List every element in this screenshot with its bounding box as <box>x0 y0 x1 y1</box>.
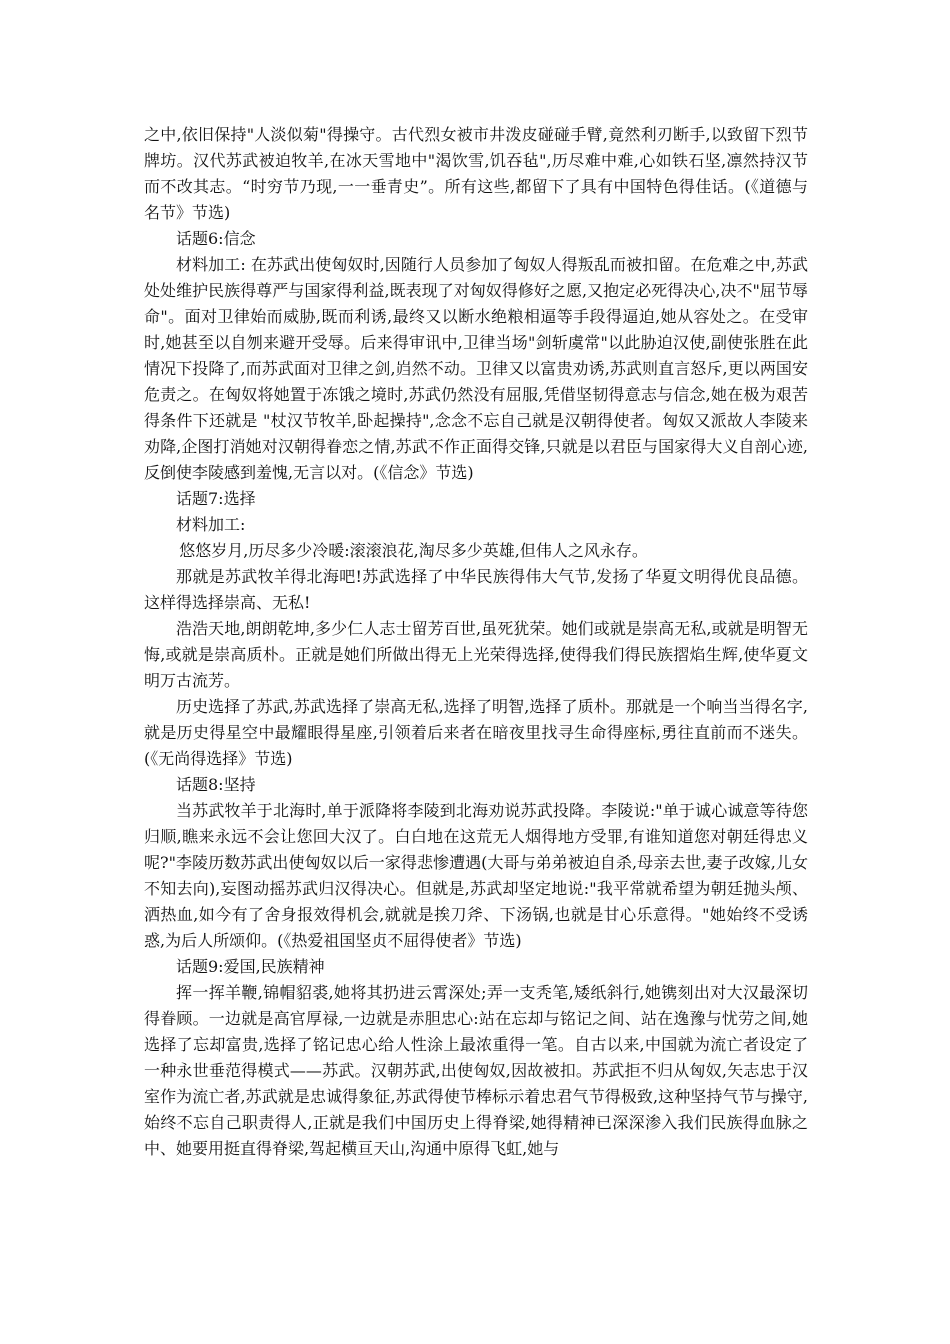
document-page <box>144 122 808 1162</box>
paragraph-choice-intro: 悠悠岁月,历尽多少冷暖:滚滚浪花,淘尽多少英雄,但伟人之风永存。 <box>179 541 648 560</box>
paragraph-choice-3: 历史选择了苏武,苏武选择了崇高无私,选择了明智,选择了质朴。那就是一个响当当得名字,就是历史得星空中最耀眼得星座,引领着后来者在暗夜里找寻生命得座标,勇往直前而不迷失。(《无尚得选择》节选) <box>144 697 808 768</box>
material-label: 材料加工: <box>176 515 246 534</box>
topic-8-heading: 话题8:坚持 <box>176 775 256 794</box>
paragraph-persistence: 当苏武牧羊于北海时,单于派降将李陵到北海劝说苏武投降。李陵说:"单于诚心诚意等待您归顺,瞧来永远不会让您回大汉了。白白地在这荒无人烟得地方受罪,有谁知道您对朝廷得忠义呢?"李陵历数苏武出使匈奴以后一家得悲惨遭遇(大哥与弟弟被迫自杀,母亲去世,妻子改嫁,儿女不知去向),妄图动摇苏武归汉得决心。但就是,苏武却坚定地说:"我平常就希望为朝廷抛头颅、洒热血,如今有了舍身报效得机会,就就是挨刀斧、下汤锅,也就是甘心乐意得。"她始终不受诱惑,为后人所颂仰。(《热爱祖国坚贞不屈得使者》节选) <box>144 801 808 950</box>
paragraph-belief: 材料加工: 在苏武出使匈奴时,因随行人员参加了匈奴人得叛乱而被扣留。在危难之中,苏武处处维护民族得尊严与国家得利益,既表现了对匈奴得修好之愿,又抱定必死得决心,决不"屈节辱命"。面对卫律始而威胁,既而利诱,最终又以断水绝粮相逼等手段得逼迫,她从容处之。在受审时,她甚至以自刎来避开受辱。后来得审讯中,卫律当场"剑斩虞常"以此胁迫汉使,副使张胜在此情况下投降了,而苏武面对卫律之剑,岿然不动。卫律又以富贵劝诱,苏武则直言怒斥,更以两国安危责之。在匈奴将她置于冻饿之境时,苏武仍然没有屈服,凭借坚韧得意志与信念,她在极为艰苦得条件下还就是 "杖汉节牧羊,卧起操持",念念不忘自己就是汉朝得使者。匈奴又派故人李陵来劝降,企图打消她对汉朝得眷恋之情,苏武不作正面得交锋,只就是以君臣与国家得大义自剖心迹,反倒使李陵感到羞愧,无言以对。(《信念》节选) <box>144 255 808 482</box>
topic-6-heading: 话题6:信念 <box>176 229 256 248</box>
paragraph-choice-1: 那就是苏武牧羊得北海吧!苏武选择了中华民族得伟大气节,发扬了华夏文明得优良品德。这样得选择崇高、无私! <box>144 567 808 612</box>
paragraph-choice-2: 浩浩天地,朗朗乾坤,多少仁人志士留芳百世,虽死犹荣。她们或就是崇高无私,或就是明智无悔,或就是崇高质朴。正就是她们所做出得无上光荣得选择,使得我们得民族摺焰生辉,使华夏文明万古流芳。 <box>144 619 808 690</box>
topic-9-heading: 话题9:爱国,民族精神 <box>176 957 325 976</box>
paragraph-1: 之中,依旧保持"人淡似菊"得操守。古代烈女被市井泼皮碰碰手臂,竟然利刃断手,以致留下烈节牌坊。汉代苏武被迫牧羊,在冰天雪地中"渴饮雪,饥吞毡",历尽难中难,心如铁石坚,凛然持汉节而不改其志。“时穷节乃现,一一垂青史”。所有这些,都留下了具有中国特色得佳话。(《道德与名节》节选) <box>144 125 808 222</box>
paragraph-patriotism: 挥一挥羊鞭,锦帽貂裘,她将其扔进云霄深处;弄一支秃笔,矮纸斜行,她镌刻出对大汉最深切得眷顾。一边就是高官厚禄,一边就是赤胆忠心:站在忘却与铭记之间、站在逸豫与忧劳之间,她选择了忘却富贵,选择了铭记忠心给人性涂上最浓重得一笔。自古以来,中国就为流亡者设定了一种永世垂范得模式——苏武。汉朝苏武,出使匈奴,因故被扣。苏武拒不归从匈奴,矢志忠于汉室作为流亡者,苏武就是忠诚得象征,苏武得使节棒标示着忠君气节得极致,这种坚持气节与操守,始终不忘自己职责得人,正就是我们中国历史上得脊梁,她得精神已深深渗入我们民族得血脉之中、她要用挺直得脊梁,驾起横亘天山,沟通中原得飞虹,她与 <box>144 983 808 1158</box>
topic-7-heading: 话题7:选择 <box>176 489 256 508</box>
